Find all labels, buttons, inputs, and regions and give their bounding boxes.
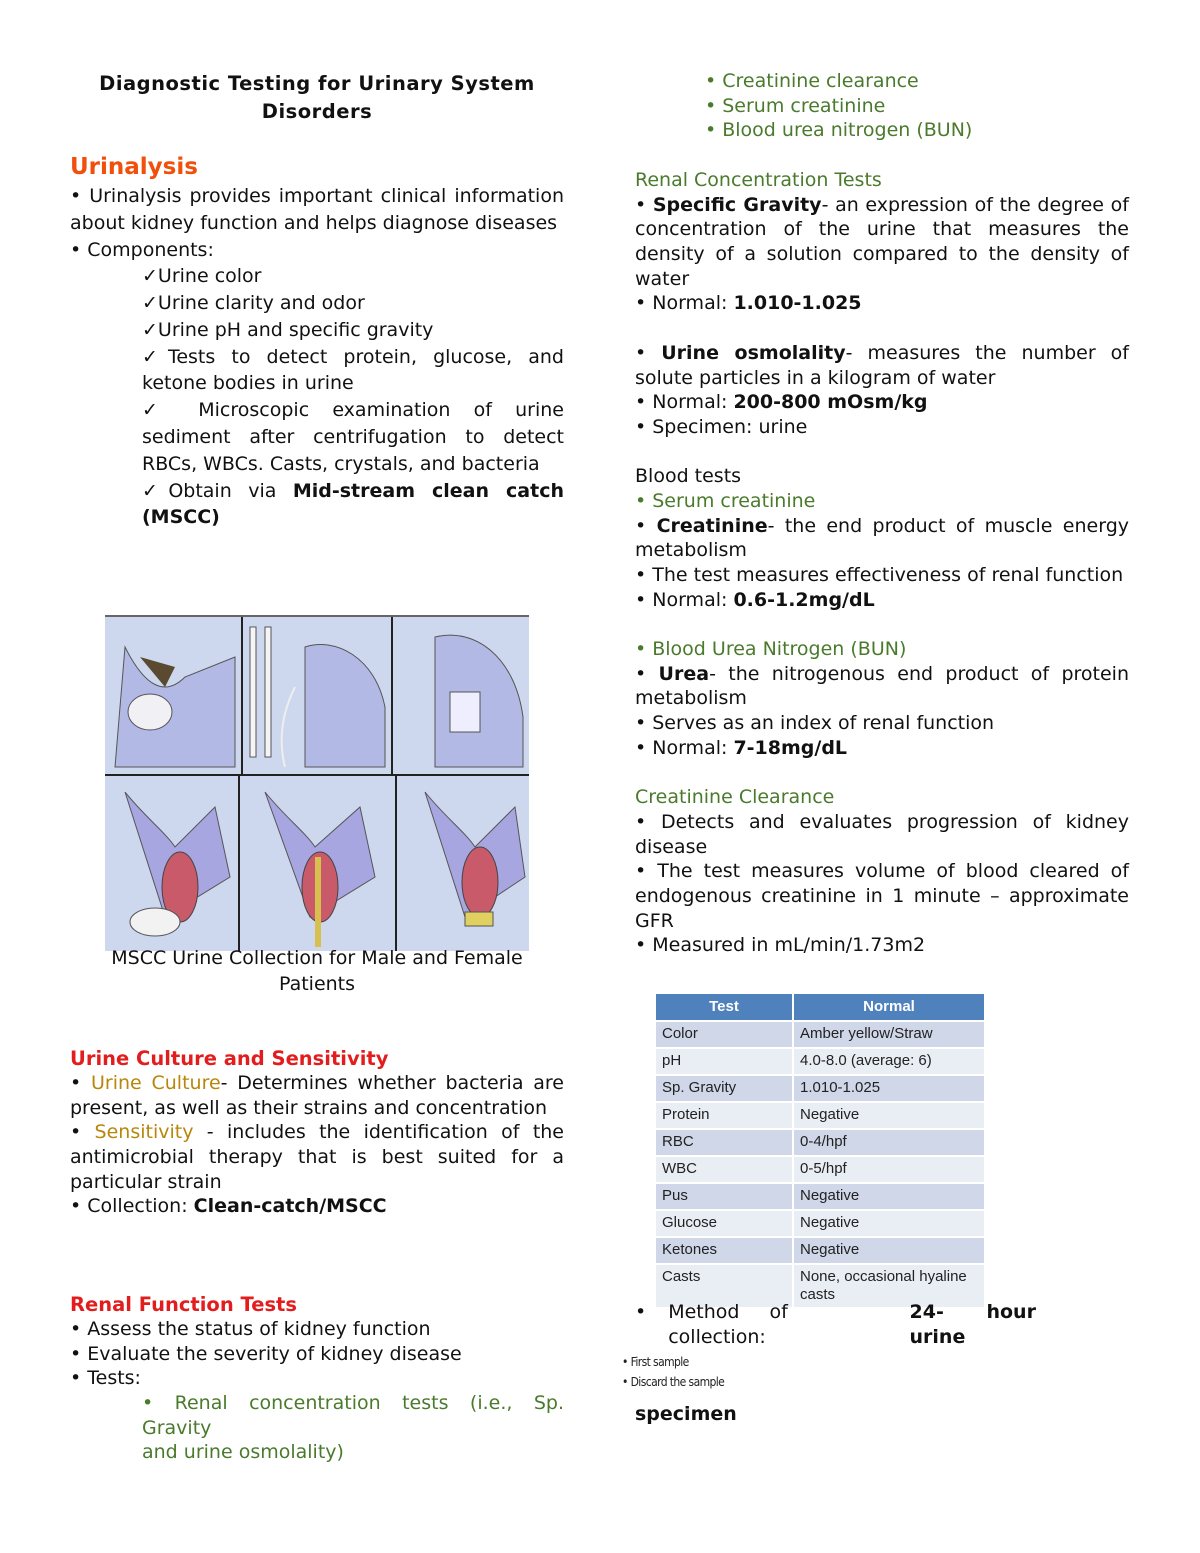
sensitivity-bullet: • Sensitivity - includes the identification of the antimicrobial therapy that is best suited for a particular strain (70, 1121, 564, 1193)
obtain-item: ✓Obtain via Mid-stream clean catch (MSCC) (142, 479, 564, 529)
table-row: Ketones Negative (655, 1237, 985, 1264)
table-row: Casts None, occasional hyaline casts (655, 1264, 985, 1308)
mscc-illustration (105, 615, 529, 951)
table-header: Normal (793, 993, 985, 1021)
culture-bullet: • Urine Culture- Determines whether bacteria are present, as well as their strains and concentration (70, 1072, 564, 1119)
note-first-sample: • First sample (622, 1355, 689, 1369)
table-header: Test (655, 993, 793, 1021)
note-discard-sample: • Discard the sample (622, 1375, 725, 1389)
creatinine-normal: • Normal: 0.6-1.2mg/dL (635, 588, 875, 611)
urinalysis-section (70, 183, 564, 531)
table-row: pH 4.0-8.0 (average: 6) (655, 1048, 985, 1075)
table-row: Glucose Negative (655, 1210, 985, 1237)
table-row: RBC 0-4/hpf (655, 1129, 985, 1156)
clearance-item: • Measured in mL/min/1.73m2 (635, 934, 926, 957)
specific-gravity-normal: • Normal: 1.010-1.025 (635, 292, 862, 315)
osmolality-item: • Urine osmolality- measures the number of solute particles in a kilogram of water (635, 341, 1129, 389)
urinalysis-normal-table (654, 992, 986, 1309)
components-label: • Components: (70, 238, 214, 261)
urinalysis-intro: • Urinalysis provides important clinical information about kidney function and helps diagnose diseases (70, 185, 564, 234)
mscc-illustration-art (105, 617, 529, 951)
culture-heading: Urine Culture and Sensitivity (70, 1047, 389, 1070)
component-item: ✓Urine pH and specific gravity (142, 318, 434, 341)
table-row: Sp. Gravity 1.010-1.025 (655, 1075, 985, 1102)
concentration-section (635, 168, 1129, 958)
urea-index-item: • Serves as an index of renal function (635, 712, 995, 735)
specimen-word: specimen (635, 1403, 737, 1425)
clearance-heading: Creatinine Clearance (635, 786, 835, 809)
culture-section (70, 1071, 564, 1219)
urea-normal: • Normal: 7-18mg/dL (635, 736, 848, 759)
tests-list: • Creatinine clearance • Serum creatinine • Blood urea nitrogen (BUN) (705, 70, 973, 142)
figure-caption: MSCC Urine Collection for Male and Female Patients (111, 947, 523, 995)
renal-item: • Evaluate the severity of kidney disease (70, 1342, 462, 1365)
component-item: ✓Urine clarity and odor (142, 292, 365, 315)
clearance-item: • The test measures volume of blood cleared of endogenous creatinine in 1 minute – approximate GFR (635, 860, 1129, 932)
serum-creatinine-item: • Serum creatinine (635, 489, 816, 512)
specific-gravity-item: • Specific Gravity- an expression of the degree of concentration of the urine that measures the density of a solution compared to the density of water (635, 193, 1129, 290)
creatinine-item: • Creatinine- the end product of muscle energy metabolism (635, 514, 1129, 562)
urea-item: • Urea- the nitrogenous end product of protein metabolism (635, 662, 1129, 710)
table-row: WBC 0-5/hpf (655, 1156, 985, 1183)
creatinine-test-item: • The test measures effectiveness of renal function (635, 564, 1124, 586)
method-line: • Method of collection: 24- hour urine (635, 1301, 1036, 1349)
blood-heading: Blood tests (635, 465, 742, 488)
components-list (70, 263, 564, 531)
renal-section (70, 1317, 564, 1465)
page-title: Diagnostic Testing for Urinary System Disorders (99, 72, 535, 123)
renal-item: • Tests: (70, 1367, 141, 1390)
component-item: ✓ Microscopic examination of urine sediment after centrifugation to detect RBCs, WBCs. Casts, crystals, and bacteria (142, 399, 564, 475)
table-row: Pus Negative (655, 1183, 985, 1210)
renal-item: • Assess the status of kidney function (70, 1318, 431, 1340)
table-row: Color Amber yellow/Straw (655, 1021, 985, 1048)
table-row: Protein Negative (655, 1102, 985, 1129)
collection-line: • Collection: Clean-catch/MSCC (70, 1195, 387, 1218)
renal-tests-sub: • Renal concentration tests (i.e., Sp. Gravity and urine osmolality) (142, 1392, 564, 1464)
osmolality-specimen: • Specimen: urine (635, 415, 808, 438)
component-item: ✓Tests to detect protein, glucose, and ketone bodies in urine (142, 345, 564, 395)
bun-item: • Blood Urea Nitrogen (BUN) (635, 638, 907, 661)
osmolality-normal: • Normal: 200-800 mOsm/kg (635, 391, 928, 414)
renal-heading: Renal Function Tests (70, 1293, 297, 1316)
component-item: ✓Urine color (142, 265, 262, 288)
clearance-item: • Detects and evaluates progression of kidney disease (635, 810, 1129, 858)
urinalysis-heading: Urinalysis (70, 154, 198, 180)
concentration-heading: Renal Concentration Tests (635, 169, 882, 191)
